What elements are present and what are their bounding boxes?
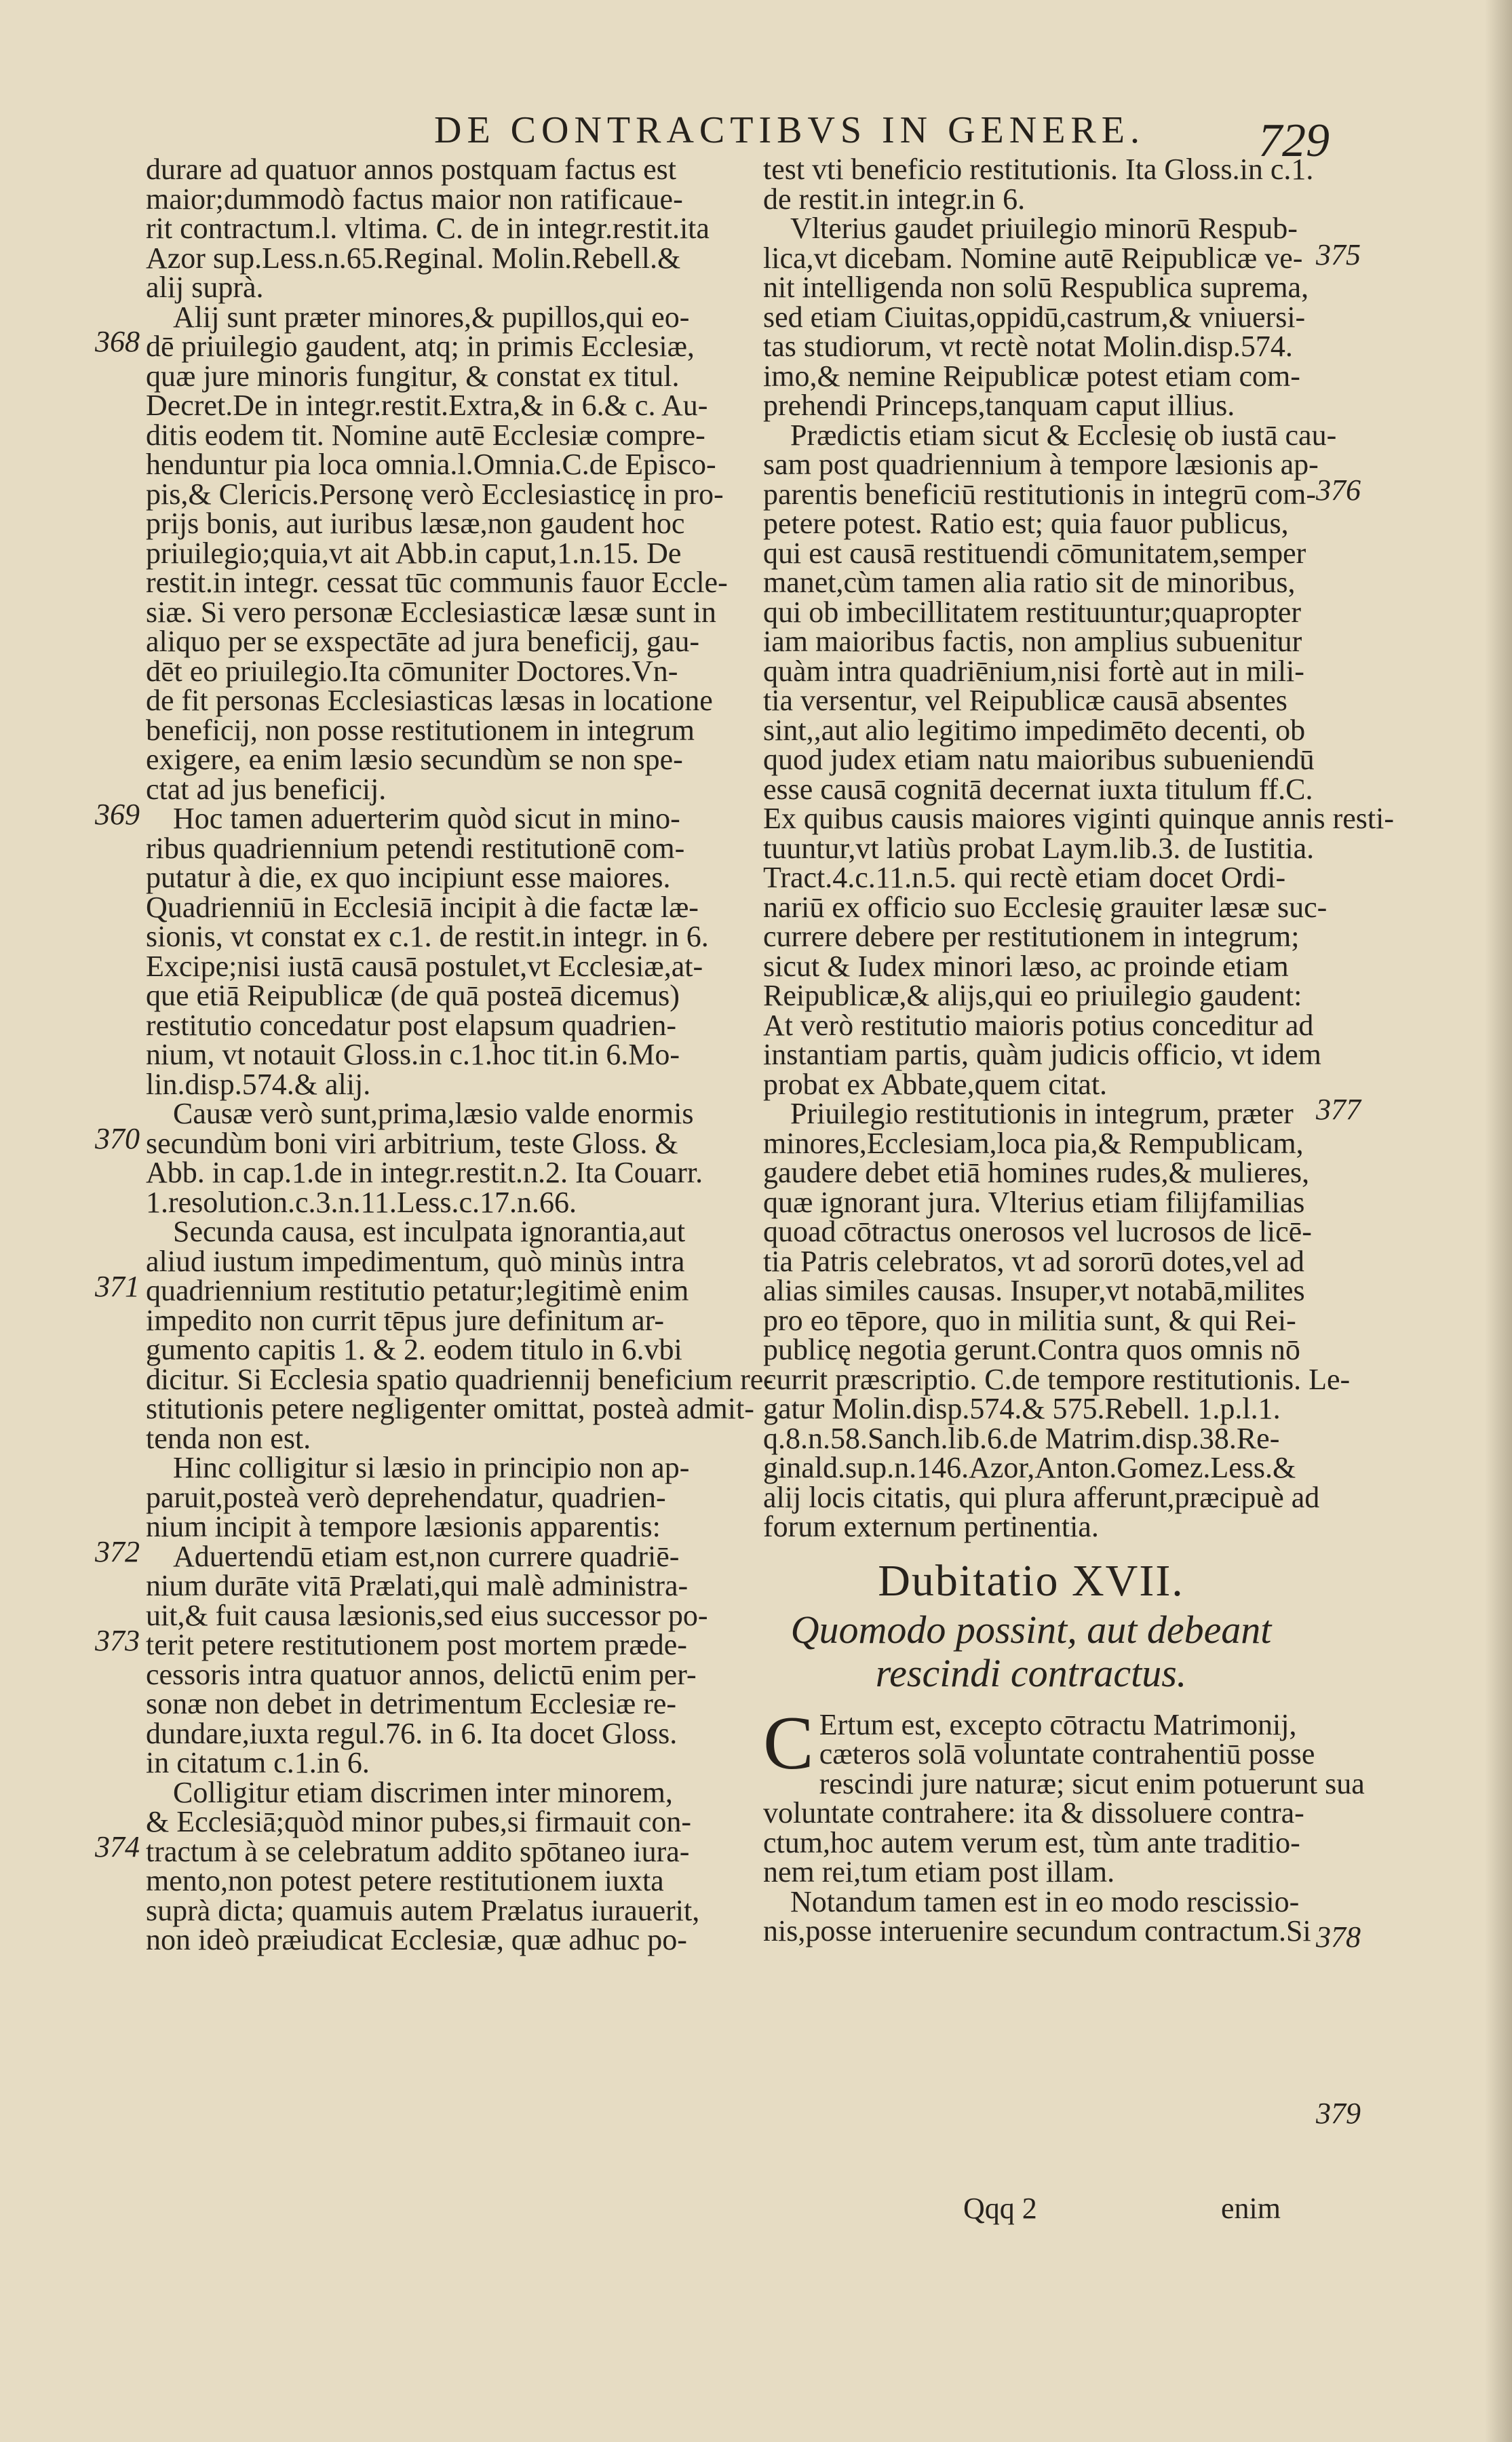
text-line: ctum,hoc autem verum est, tùm ante traditio-	[763, 1825, 1300, 1859]
text-line: quæ ignorant jura. Vlterius etiam filijfamilias	[763, 1185, 1305, 1219]
text-line: Ex quibus causis maiores viginti quinque annis resti-	[763, 802, 1394, 835]
text-line: beneficij, non posse restitutionem in integrum	[146, 713, 695, 747]
text-line: ginald.sup.n.146.Azor,Anton.Gomez.Less.&	[763, 1451, 1296, 1484]
margin-number: 379	[1316, 2097, 1361, 2130]
text-line: imo,& nemine Reipublicæ potest etiam com-	[763, 359, 1300, 393]
text-line: non ideò præiudicat Ecclesiæ, quæ adhuc po-	[146, 1923, 687, 1956]
text-line: tas studiorum, vt rectè notat Molin.disp.574.	[763, 330, 1293, 363]
margin-number: 369	[95, 798, 140, 831]
text-line: de fit personas Ecclesiasticas læsas in locatione	[146, 684, 713, 717]
text-line: alij locis citatis, qui plura afferunt,præcipuè ad	[763, 1480, 1320, 1514]
margin-number: 370	[95, 1122, 140, 1155]
text-line: quadriennium restitutio petatur;legitimè enim	[146, 1274, 689, 1307]
text-line: stitutionis petere negligenter omittat, posteà admit-	[146, 1392, 754, 1425]
text-line: tia Patris celebratos, vt ad sororū dotes,vel ad	[763, 1244, 1304, 1278]
text-line: currit præscriptio. C.de tempore restitutionis. Le-	[763, 1362, 1351, 1396]
text-line: Abb. in cap.1.de in integr.restit.n.2. Ita Couarr.	[146, 1156, 703, 1189]
text-line: exigere, ea enim læsio secundùm se non spe-	[146, 743, 683, 776]
margin-number: 368	[95, 325, 140, 358]
text-line: prijs bonis, aut iuribus læsæ,non gaudent hoc	[146, 507, 685, 540]
text-line: sed etiam Ciuitas,oppidū,castrum,& vniuersi-	[763, 300, 1306, 334]
text-line: gatur Molin.disp.574.& 575.Rebell. 1.p.l.1.	[763, 1392, 1281, 1425]
text-line: 1.resolution.c.3.n.11.Less.c.17.n.66.	[146, 1185, 577, 1219]
text-line: q.8.n.58.Sanch.lib.6.de Matrim.disp.38.Re-	[763, 1421, 1280, 1455]
text-line: tractum à se celebratum addito spōtaneo iura-	[146, 1834, 690, 1868]
text-line: paruit,posteà verò deprehendatur, quadrien-	[146, 1480, 666, 1514]
text-line: de restit.in integr.in 6.	[763, 182, 1026, 216]
text-line: voluntate contrahere: ita & dissoluere contra-	[763, 1796, 1304, 1829]
text-line: gaudere debet etiā homines rudes,& mulieres,	[763, 1156, 1310, 1189]
dubitatio-section	[763, 1554, 1299, 1710]
text-line: Tract.4.c.11.n.5. qui rectè etiam docet Ordi-	[763, 861, 1286, 894]
text-line: priuilegio;quia,vt ait Abb.in caput,1.n.15. De	[146, 536, 682, 570]
text-line: sonæ non debet in detrimentum Ecclesiæ re-	[146, 1687, 677, 1720]
text-line: ditis eodem tit. Nomine autē Ecclesiæ compre-	[146, 418, 705, 452]
text-line: sam post quadriennium à tempore læsionis ap-	[763, 448, 1319, 481]
text-line: in citatum c.1.in 6.	[146, 1746, 370, 1779]
text-line: uit,& fuit causa læsionis,sed eius successor po-	[146, 1598, 708, 1632]
text-line: Notandum tamen est in eo modo rescissio-	[790, 1884, 1300, 1918]
text-line: Reipublicæ,& alijs,qui eo priuilegio gaudent:	[763, 979, 1302, 1012]
text-line: rescindi jure naturæ; sicut enim potuerunt sua	[819, 1766, 1365, 1800]
signature-mark: Qqq 2	[963, 2192, 1037, 2225]
text-line: Priuilegio restitutionis in integrum, præter	[790, 1097, 1294, 1130]
text-line: probat ex Abbate,quem citat.	[763, 1067, 1108, 1101]
text-line: pro eo tēpore, quo in militia sunt, & qui Rei-	[763, 1303, 1296, 1337]
text-line: aliquo per se exspectāte ad jura beneficij, gau-	[146, 625, 700, 658]
text-line: que etiā Reipublicæ (de quā posteā dicemus)	[146, 979, 680, 1012]
text-line: alij suprà.	[146, 271, 264, 304]
text-line: Prædictis etiam sicut & Ecclesię ob iustā cau-	[790, 418, 1337, 452]
text-line: pis,& Clericis.Personę verò Ecclesiasticę in pro-	[146, 477, 724, 511]
text-line: Colligitur etiam discrimen inter minorem,	[173, 1775, 673, 1809]
margin-number: 372	[95, 1535, 140, 1568]
text-line: petere potest. Ratio est; quia fauor publicus,	[763, 507, 1289, 540]
text-line: publicę negotia gerunt.Contra quos omnis nō	[763, 1333, 1300, 1366]
text-line: Decret.De in integr.restit.Extra,& in 6.& c. Au-	[146, 389, 708, 422]
text-line: sicut & Iudex minori læso, ac proinde etiam	[763, 949, 1289, 983]
text-line: putatur à die, ex quo incipiunt esse maiores.	[146, 861, 671, 894]
section-title-line: rescindi contractus.	[875, 1650, 1187, 1695]
section-heading: Dubitatio XVII.	[878, 1555, 1184, 1606]
text-line: durare ad quatuor annos postquam factus est	[146, 153, 676, 186]
text-line: parentis beneficiū restitutionis in integrū com-	[763, 477, 1317, 511]
text-line: sint,,aut alio legitimo impedimēto decenti, ob	[763, 713, 1306, 747]
text-line: tenda non est.	[146, 1421, 311, 1455]
text-line: ribus quadriennium petendi restitutionē com-	[146, 831, 685, 865]
text-line: qui ob imbecillitatem restituuntur;quapropter	[763, 595, 1302, 629]
running-title: DE CONTRACTIBVS IN GENERE.	[434, 109, 1145, 151]
text-line: maior;dummodò factus maior non ratificaue-	[146, 182, 683, 216]
text-line: nit intelligenda non solū Respublica suprema,	[763, 271, 1309, 304]
margin-number: 378	[1316, 1920, 1361, 1954]
text-line: prehendi Princeps,tanquam caput illius.	[763, 389, 1235, 422]
text-line: Excipe;nisi iustā causā postulet,vt Ecclesiæ,at-	[146, 949, 703, 983]
text-line: Causæ verò sunt,prima,læsio valde enormis	[173, 1097, 694, 1130]
text-line: henduntur pia loca omnia.l.Omnia.C.de Episco-	[146, 448, 716, 481]
text-line: tuuntur,vt latiùs probat Laym.lib.3. de Iustitia.	[763, 831, 1315, 865]
text-line: Quadrienniū in Ecclesiā incipit à die factæ læ-	[146, 890, 699, 924]
drop-cap: C	[763, 1701, 814, 1785]
text-line: cessoris intra quatuor annos, delictū enim per-	[146, 1657, 697, 1691]
text-line: quæ jure minoris fungitur, & constat ex titul.	[146, 359, 680, 393]
text-line: secundùm boni viri arbitrium, teste Gloss. &	[146, 1126, 678, 1160]
text-line: instantiam partis, quàm judicis officio, vt idem	[763, 1038, 1321, 1071]
text-line: Ertum est, excepto cōtractu Matrimonij,	[819, 1707, 1297, 1741]
text-line: cæteros solā voluntate contrahentiū posse	[819, 1737, 1315, 1770]
text-line: gumento capitis 1. & 2. eodem titulo in 6.vbi	[146, 1333, 682, 1366]
text-line: nem rei,tum etiam post illam.	[763, 1855, 1115, 1888]
margin-number: 375	[1316, 238, 1361, 271]
left-text-column	[146, 153, 773, 1956]
margin-number: 373	[95, 1624, 140, 1657]
text-line: nium durāte vitā Prælati,qui malè administra-	[146, 1569, 689, 1602]
text-line: Azor sup.Less.n.65.Reginal. Molin.Rebell.&	[146, 241, 681, 275]
text-line: forum externum pertinentia.	[763, 1510, 1099, 1543]
text-line: quàm intra quadriēnium,nisi fortè aut in mili-	[763, 654, 1304, 688]
text-line: terit petere restitutionem post mortem præde-	[146, 1628, 687, 1661]
margin-number: 377	[1316, 1093, 1361, 1126]
text-line: lin.disp.574.& alij.	[146, 1067, 371, 1101]
catchword: enim	[1221, 2192, 1281, 2225]
text-line: ctat ad jus beneficij.	[146, 772, 387, 806]
text-line: nium, vt notauit Gloss.in c.1.hoc tit.in 6.Mo-	[146, 1038, 680, 1071]
margin-number: 376	[1316, 473, 1361, 507]
text-line: esse causā cognitā decernat iuxta titulum ff.C.	[763, 772, 1313, 806]
text-line: dundare,iuxta regul.76. in 6. Ita docet Gloss.	[146, 1716, 678, 1750]
text-line: tia versentur, vel Reipublicæ causā absentes	[763, 684, 1287, 717]
text-line: nis,posse interuenire secundum contractum.Si	[763, 1914, 1311, 1947]
text-line: Hinc colligitur si læsio in principio non ap-	[173, 1451, 690, 1484]
text-line: quoad cōtractus onerosos vel lucrosos de licē-	[763, 1215, 1312, 1248]
text-line: currere debere per restitutionem in integrum;	[763, 920, 1300, 953]
text-line: manet,cùm tamen alia ratio sit de minoribus,	[763, 566, 1296, 599]
text-line: Alij sunt præter minores,& pupillos,qui eo-	[173, 300, 690, 334]
margin-number: 371	[95, 1270, 140, 1303]
margin-number: 374	[95, 1830, 140, 1863]
text-line: mento,non potest petere restitutionem iuxta	[146, 1864, 664, 1897]
section-title-line: Quomodo possint, aut debeant	[790, 1607, 1272, 1652]
text-line: & Ecclesiā;quòd minor pubes,si firmauit con-	[146, 1805, 692, 1838]
text-line: lica,vt dicebam. Nomine autē Reipublicæ ve-	[763, 241, 1303, 275]
page-edge-shadow	[1485, 0, 1512, 2442]
text-line: Secunda causa, est inculpata ignorantia,aut	[173, 1215, 686, 1248]
text-line: dēt eo priuilegio.Ita cōmuniter Doctores.Vn-	[146, 654, 678, 688]
text-line: aliud iustum impedimentum, quò minùs intra	[146, 1244, 685, 1278]
text-line: Aduertendū etiam est,non currere quadriē-	[173, 1539, 680, 1573]
text-line: nium incipit à tempore læsionis apparentis:	[146, 1510, 661, 1543]
text-line: restitutio concedatur post elapsum quadrien-	[146, 1008, 676, 1042]
text-line: Hoc tamen aduerterim quòd sicut in mino-	[173, 802, 680, 835]
text-line: nariū ex officio suo Ecclesię grauiter læsæ suc-	[763, 890, 1327, 924]
text-line: quod judex etiam natu maioribus subueniendū	[763, 743, 1315, 776]
text-line: sionis, vt constat ex c.1. de restit.in integr. in 6.	[146, 920, 709, 953]
text-line: restit.in integr. cessat tūc communis fauor Eccle-	[146, 566, 728, 599]
text-line: alias similes causas. Insuper,vt notabā,milites	[763, 1274, 1305, 1307]
text-line: Vlterius gaudet priuilegio minorū Respub-	[790, 212, 1298, 245]
text-line: iam maioribus factis, non amplius subuenitur	[763, 625, 1302, 658]
text-line: dē priuilegio gaudent, atq; in primis Ecclesiæ,	[146, 330, 695, 363]
text-line: test vti beneficio restitutionis. Ita Gloss.in c.1.	[763, 153, 1314, 186]
text-line: rit contractum.l. vltima. C. de in integr.restit.ita	[146, 212, 710, 245]
text-line: siæ. Si vero personæ Ecclesiasticæ læsæ sunt in	[146, 595, 716, 629]
text-line: qui est causā restituendi cōmunitatem,semper	[763, 536, 1306, 570]
text-line: dicitur. Si Ecclesia spatio quadriennij beneficium re-	[146, 1362, 773, 1396]
text-line: suprà dicta; quamuis autem Prælatus iurauerit,	[146, 1893, 700, 1927]
text-line: At verò restitutio maioris potius conceditur ad	[763, 1008, 1314, 1042]
text-line: minores,Ecclesiam,loca pia,& Rempublicam,	[763, 1126, 1304, 1160]
page-number: 729	[1258, 115, 1330, 167]
text-line: impedito non currit tēpus jure definitum ar-	[146, 1303, 665, 1337]
